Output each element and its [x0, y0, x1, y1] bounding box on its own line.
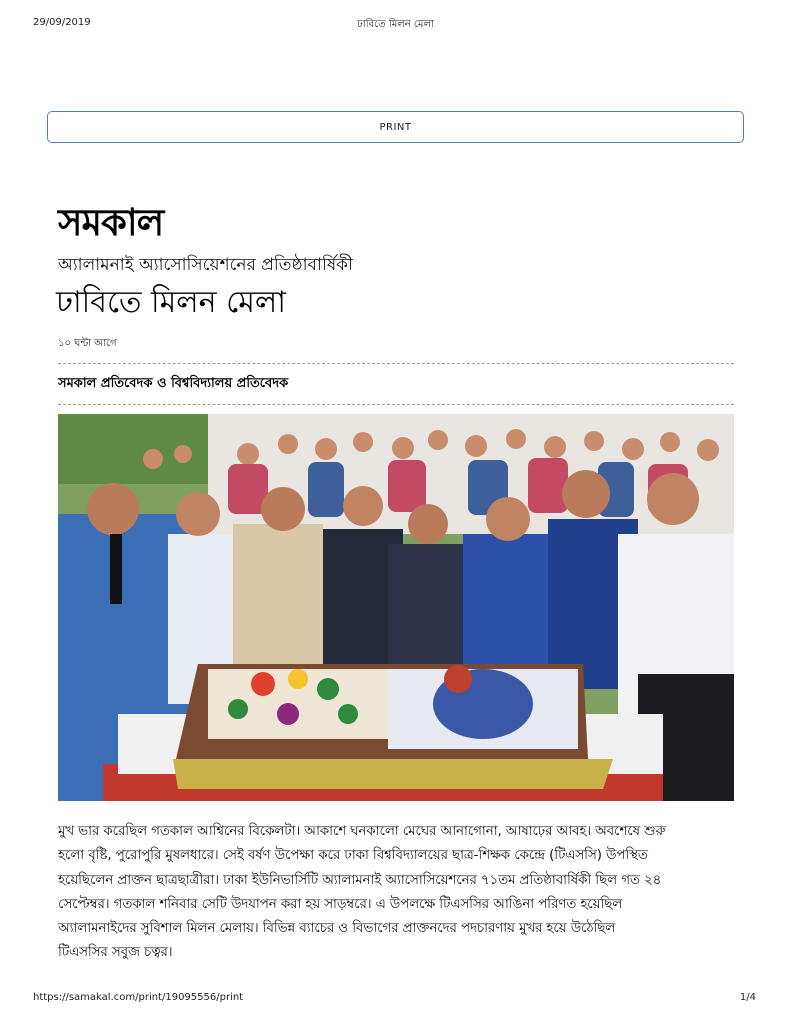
print-button[interactable]: PRINT [47, 111, 744, 143]
body-line: হয়েছিলেন প্রাক্তন ছাত্রছাত্রীরা। ঢাকা ইউনিভার্সিটি অ্যালামনাই অ্যাসোসিয়েশনের ৭১তম প্রতিষ্ঠাবার্ষিকী ছিল গত ২৪ [58, 872, 662, 888]
body-line: হলো বৃষ্টি, পুরোপুরি মুষলধারে। সেই বর্ষণ উপেক্ষা করে ঢাকা বিশ্ববিদ্যালয়ের ছাত্র-শিক্ষক কেন্দ্রে (টিএসসি) উপস্থিত [58, 848, 648, 864]
article-photo [58, 414, 734, 801]
article-subtitle: অ্যালামনাই অ্যাসোসিয়েশনের প্রতিষ্ঠাবার্ষিকী [58, 255, 353, 275]
article-headline: ঢাবিতে মিলন মেলা [56, 285, 286, 320]
article-time: ১০ ঘন্টা আগে [58, 338, 117, 349]
footer-page-number: 1/4 [739, 992, 756, 1003]
body-line: মুখ ভার করেছিল গতকাল আশ্বিনের বিকেলটা। আকাশে ঘনকালো মেঘের আনাগোনা, আষাঢ়ের আবহ। অবশেষে শুরু [58, 824, 666, 839]
photo-illustration [58, 414, 734, 801]
body-line: সেপ্টেম্বর। গতকাল শনিবার সেটি উদযাপন করা হয় সাড়ম্বরে। এ উপলক্ষে টিএসসির আঙিনা পরিণত হয়েছিল [58, 896, 623, 912]
body-line: অ্যালামনাইদের সুবিশাল মিলন মেলায়। বিভিন্ন ব্যাচের ও বিভাগের প্রাক্তনদের পদচারণায় মুখর হয়ে উঠেছিল [58, 921, 616, 937]
samakal-logo: সমকাল [58, 200, 164, 244]
article-body [58, 820, 738, 966]
print-date: 29/09/2019 [33, 17, 91, 28]
article-byline: সমকাল প্রতিবেদক ও বিশ্ববিদ্যালয় প্রতিবেদক [58, 376, 289, 391]
body-line: টিএসসির সবুজ চত্বর। [58, 945, 173, 961]
print-page-title: ঢাবিতে মিলন মেলা [357, 19, 434, 30]
divider-top [58, 363, 734, 364]
divider-bottom [58, 404, 734, 405]
footer-url[interactable]: https://samakal.com/print/19095556/print [33, 992, 244, 1003]
